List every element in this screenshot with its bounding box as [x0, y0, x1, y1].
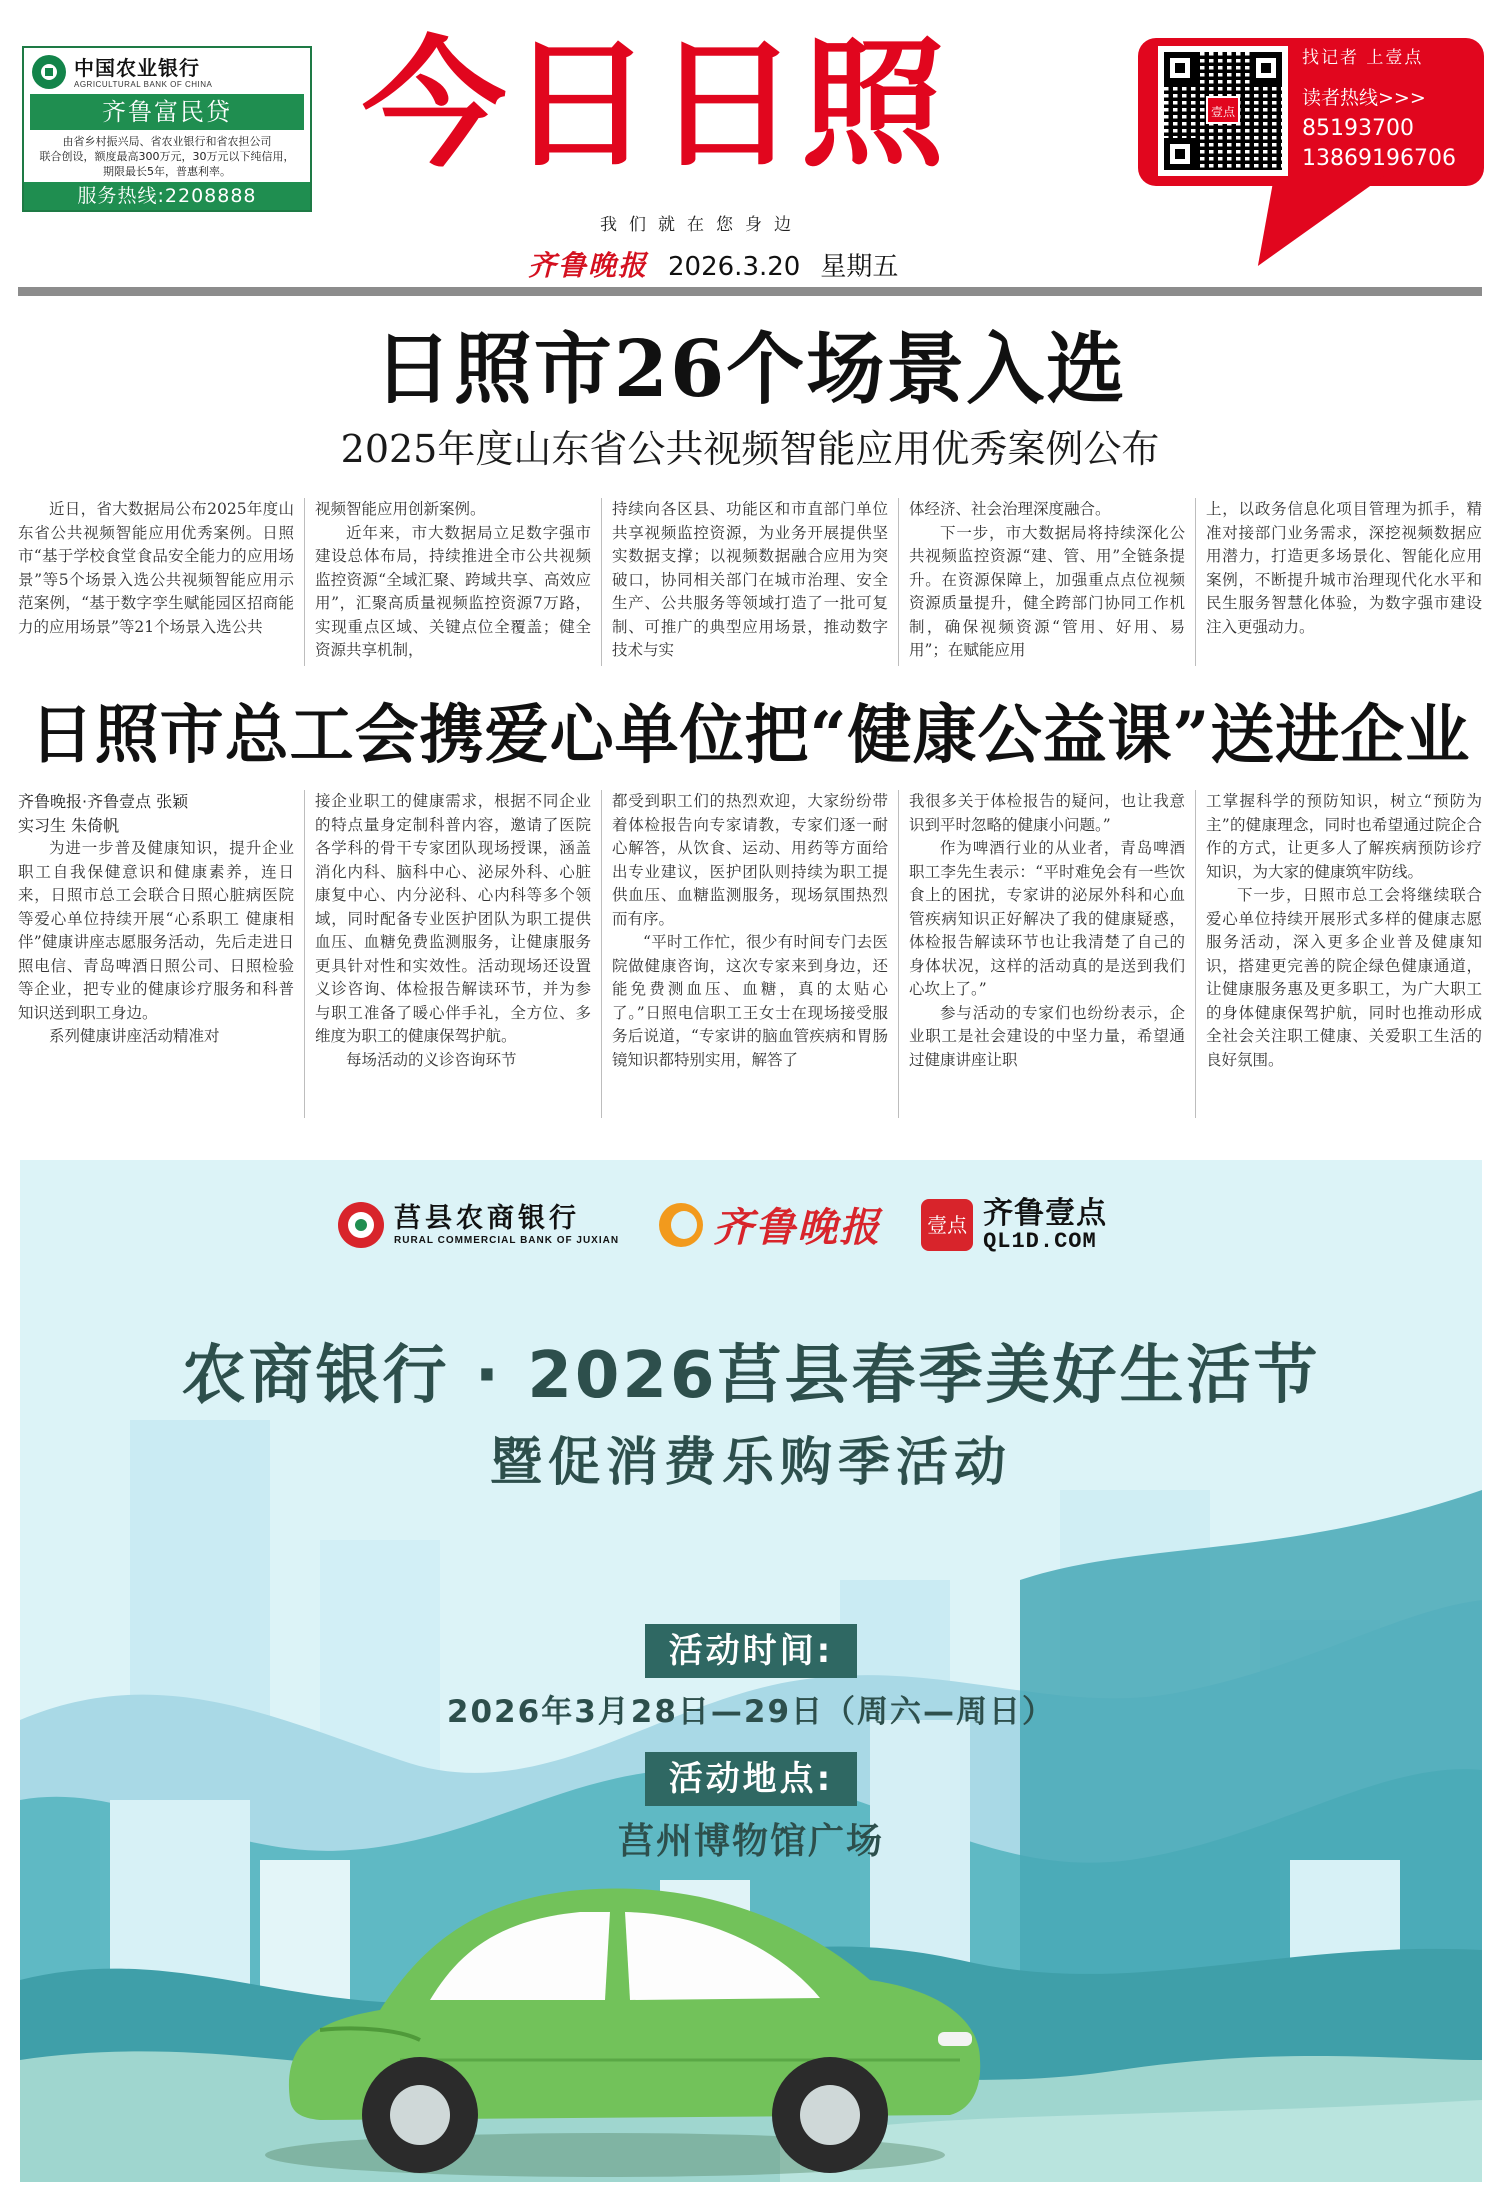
event-place: 莒州博物馆广场	[617, 1821, 884, 1862]
qilu-yidian-logo	[921, 1197, 1107, 1253]
bank-name-en: AGRICULTURAL BANK OF CHINA	[74, 79, 213, 89]
article-paragraph: “平时工作忙，很少有时间专门去医院做健康咨询，这次专家来到身边，还能免费测血压、血糖，真的太贴心了。”日照电信职工王女士在现场接受服务后说道，“专家讲的脑血管疾病和胃肠镜知识都特别实用，解答了	[612, 933, 888, 1069]
article-paragraph: 我很多关于体检报告的疑问，也让我意识到平时忽略的健康小问题。”	[909, 792, 1185, 834]
bank-ad	[22, 46, 312, 212]
article-paragraph: 为进一步普及健康知识，提升企业职工自我保健意识和健康素养，连日来，日照市总工会联合日照心脏病医院等爱心单位持续开展“心系职工 健康相伴”健康讲座志愿服务活动，先后走进日照电信、青岛啤酒日照公司、日照检验等企业，把专业的健康诊疗服务和科普知识送到职工身边。	[18, 839, 294, 1022]
bank-desc-line: 由省乡村振兴局、省农业银行和省农担公司	[62, 135, 272, 148]
event-time-label: 活动时间:	[645, 1624, 857, 1678]
paper-name: 齐鲁晚报	[528, 249, 649, 282]
column-divider	[1195, 498, 1196, 666]
bank-ad-header	[24, 48, 310, 92]
hotline-label: 读者热线>>>	[1302, 87, 1426, 109]
bank-desc-line: 联合创设，额度最高300万元，30万元以下纯信用，	[39, 150, 295, 163]
article-paragraph: 每场活动的义诊咨询环节	[346, 1050, 517, 1069]
article-paragraph: 视频智能应用创新案例。	[315, 500, 486, 518]
article-paragraph: 都受到职工们的热烈欢迎，大家纷纷带着体检报告向专家请教，专家们逐一耐心解答，从饮食、运动、用药等方面给出专业建议，医护团队则持续为职工提供血压、血糖监测服务，现场氛围热烈而有序。	[612, 792, 888, 928]
qr-code-icon[interactable]	[1158, 46, 1288, 176]
hotline-phone: 85193700	[1302, 116, 1414, 141]
juxian-bank-name-en: RURAL COMMERCIAL BANK OF JUXIAN	[394, 1235, 620, 1246]
article-paragraph: 接企业职工的健康需求，根据不同企业的特点量身定制科普内容，邀请了医院各学科的骨干专家团队现场授课，涵盖消化内科、脑科中心、泌尿外科、心脏康复中心、内分泌科、心内科等多个领域，同时配备专业医护团队为职工提供血压、血糖免费监测服务，让健康服务更具针对性和实效性。活动现场还设置义诊咨询、体检报告解读环节，并为参与职工准备了暖心伴手礼，全方位、多维度为职工的健康保驾护航。	[315, 792, 591, 1045]
article-column	[1206, 790, 1482, 1118]
qilu-yidian-icon: 壹点	[921, 1199, 973, 1251]
article-paragraph: 下一步，市大数据局将持续深化公共视频监控资源“建、管、用”全链条提升。在资源保障上，加强重点点位视频资源质量提升，健全跨部门协同工作机制，确保视频资源“管用、好用、易用”；在赋能应用	[909, 523, 1185, 659]
article-column	[909, 790, 1185, 1118]
bank-name: 中国农业银行	[74, 55, 200, 80]
ad-sponsor-logos	[338, 1196, 1107, 1253]
juxian-bank-logo	[338, 1202, 619, 1248]
event-place-label: 活动地点:	[645, 1752, 857, 1806]
qr-center-badge: 壹点	[1206, 96, 1240, 124]
article-paragraph: 下一步，日照市总工会将继续联合爱心单位持续开展形式多样的健康志愿服务活动，深入更多企业普及健康知识，搭建更完善的院企绿色健康通道，让健康服务惠及更多职工，为广大职工的身体健康保驾护航，同时也推动形成全社会关注职工健康、关爱职工生活的良好氛围。	[1206, 886, 1482, 1069]
article-paragraph: 系列健康讲座活动精准对	[49, 1027, 220, 1045]
bank-product-name: 齐鲁富民贷	[30, 94, 304, 130]
article-column	[315, 498, 591, 666]
article-paragraph: 体经济、社会治理深度融合。	[909, 500, 1111, 518]
article-paragraph: 近日，省大数据局公布2025年度山东省公共视频智能应用优秀案例。日照市“基于学校食堂食品安全能力的应用场景”等5个场景入选公共视频智能应用示范案例，“基于数字孪生赋能园区招商能力的应用场景”等21个场景入选公共	[18, 500, 294, 636]
juxian-bank-icon	[338, 1202, 384, 1248]
column-divider	[898, 790, 899, 1118]
qilu-yidian-domain: QL1D.COM	[983, 1228, 1097, 1254]
article-column	[612, 498, 888, 666]
article-paragraph: 工掌握科学的预防知识，树立“预防为主”的健康理念，同时也希望通过院企合作的方式，让更多人了解疾病预防诊疗知识，为大家的健康筑牢防线。	[1206, 792, 1482, 881]
bank-desc-line: 期限最长5年，普惠利率。	[103, 165, 231, 178]
column-divider	[304, 790, 305, 1118]
column-divider	[1195, 790, 1196, 1118]
qr-eye-icon	[1164, 138, 1196, 170]
article-byline: 齐鲁晚报·齐鲁壹点 张颖	[18, 792, 189, 811]
article1-subheadline: 2025年度山东省公共视频智能应用优秀案例公布	[340, 427, 1160, 471]
issue-weekday: 星期五	[820, 252, 899, 282]
qilu-evening-news-icon	[659, 1203, 703, 1247]
column-divider	[601, 498, 602, 666]
newspaper-logo: 今日日照	[362, 24, 948, 187]
article-column	[18, 790, 294, 1118]
hotline-info	[1302, 46, 1456, 174]
article-paragraph: 持续向各区县、功能区和市直部门单位共享视频监控资源，为业务开展提供坚实数据支撑；以视频数据融合应用为突破口，协同相关部门在城市治理、安全生产、公共服务等领域打造了一批可复制、可推广的典型应用场景，推动数字技术与实	[612, 500, 888, 659]
article-paragraph: 近年来，市大数据局立足数字强市建设总体布局，持续推进全市公共视频监控资源“全域汇聚、跨域共享、高效应用”，汇聚高质量视频监控资源7万路，实现重点区域、关键点位全覆盖；健全资源共享机制，	[315, 523, 591, 659]
abc-bank-logo-icon	[32, 55, 66, 89]
bubble-tail	[1218, 176, 1384, 266]
ad-title: 农商银行 · 2026莒县春季美好生活节	[181, 1339, 1321, 1413]
qr-eye-icon	[1164, 52, 1196, 84]
hotline-phone: 13869196706	[1302, 146, 1456, 171]
article-column	[18, 498, 294, 666]
column-divider	[898, 498, 899, 666]
column-divider	[601, 790, 602, 1118]
qilu-evening-news-logo	[659, 1196, 881, 1253]
article-column	[315, 790, 591, 1118]
spring-festival-ad	[20, 1160, 1482, 2182]
issue-date: 2026.3.20	[668, 252, 801, 282]
find-reporter-text: 找记者 上壹点	[1302, 48, 1424, 68]
dateline	[528, 244, 898, 284]
qr-eye-icon	[1250, 52, 1282, 84]
article-paragraph: 作为啤酒行业的从业者，青岛啤酒职工李先生表示：“平时难免会有一些饮食上的困扰，专家讲的泌尿外科和心血管疾病知识正好解决了我的健康疑惑，体检报告解读环节也让我清楚了自己的身体状况，这样的活动真的是送到我们心坎上了。”	[909, 839, 1185, 998]
article2-headline: 日照市总工会携爱心单位把“健康公益课”送进企业	[29, 698, 1471, 773]
juxian-bank-name: 莒县农商银行	[394, 1203, 580, 1234]
masthead-rule	[18, 287, 1482, 296]
column-divider	[304, 498, 305, 666]
slogan: 我们就在您身边	[600, 215, 803, 235]
bank-product-desc	[24, 130, 310, 179]
qilu-yidian-name: 齐鲁壹点	[983, 1195, 1108, 1231]
article2-body	[18, 790, 1482, 1118]
bank-hotline: 服务热线:2208888	[24, 182, 310, 210]
ad-subtitle: 暨促消费乐购季活动	[489, 1433, 1012, 1493]
article1-headline: 日照市26个场景入选	[373, 324, 1127, 415]
article-column	[612, 790, 888, 1118]
article-paragraph: 参与活动的专家们也纷纷表示，企业职工是社会建设的中坚力量，希望通过健康讲座让职	[909, 1003, 1185, 1069]
article-column	[909, 498, 1185, 666]
article-byline: 实习生 朱倚帆	[18, 815, 120, 835]
article-column	[1206, 498, 1482, 666]
qilu-evening-news-name: 齐鲁晚报	[713, 1204, 882, 1251]
article-paragraph: 上，以政务信息化项目管理为抓手，精准对接部门业务需求，深挖视频数据应用潜力，打造更多场景化、智能化应用案例，不断提升城市治理现代化水平和民生服务智慧化体验，为数字强市建设注入更强动力。	[1206, 500, 1482, 636]
article1-body	[18, 498, 1482, 666]
event-time: 2026年3月28日—29日（周六—周日）	[446, 1694, 1056, 1730]
